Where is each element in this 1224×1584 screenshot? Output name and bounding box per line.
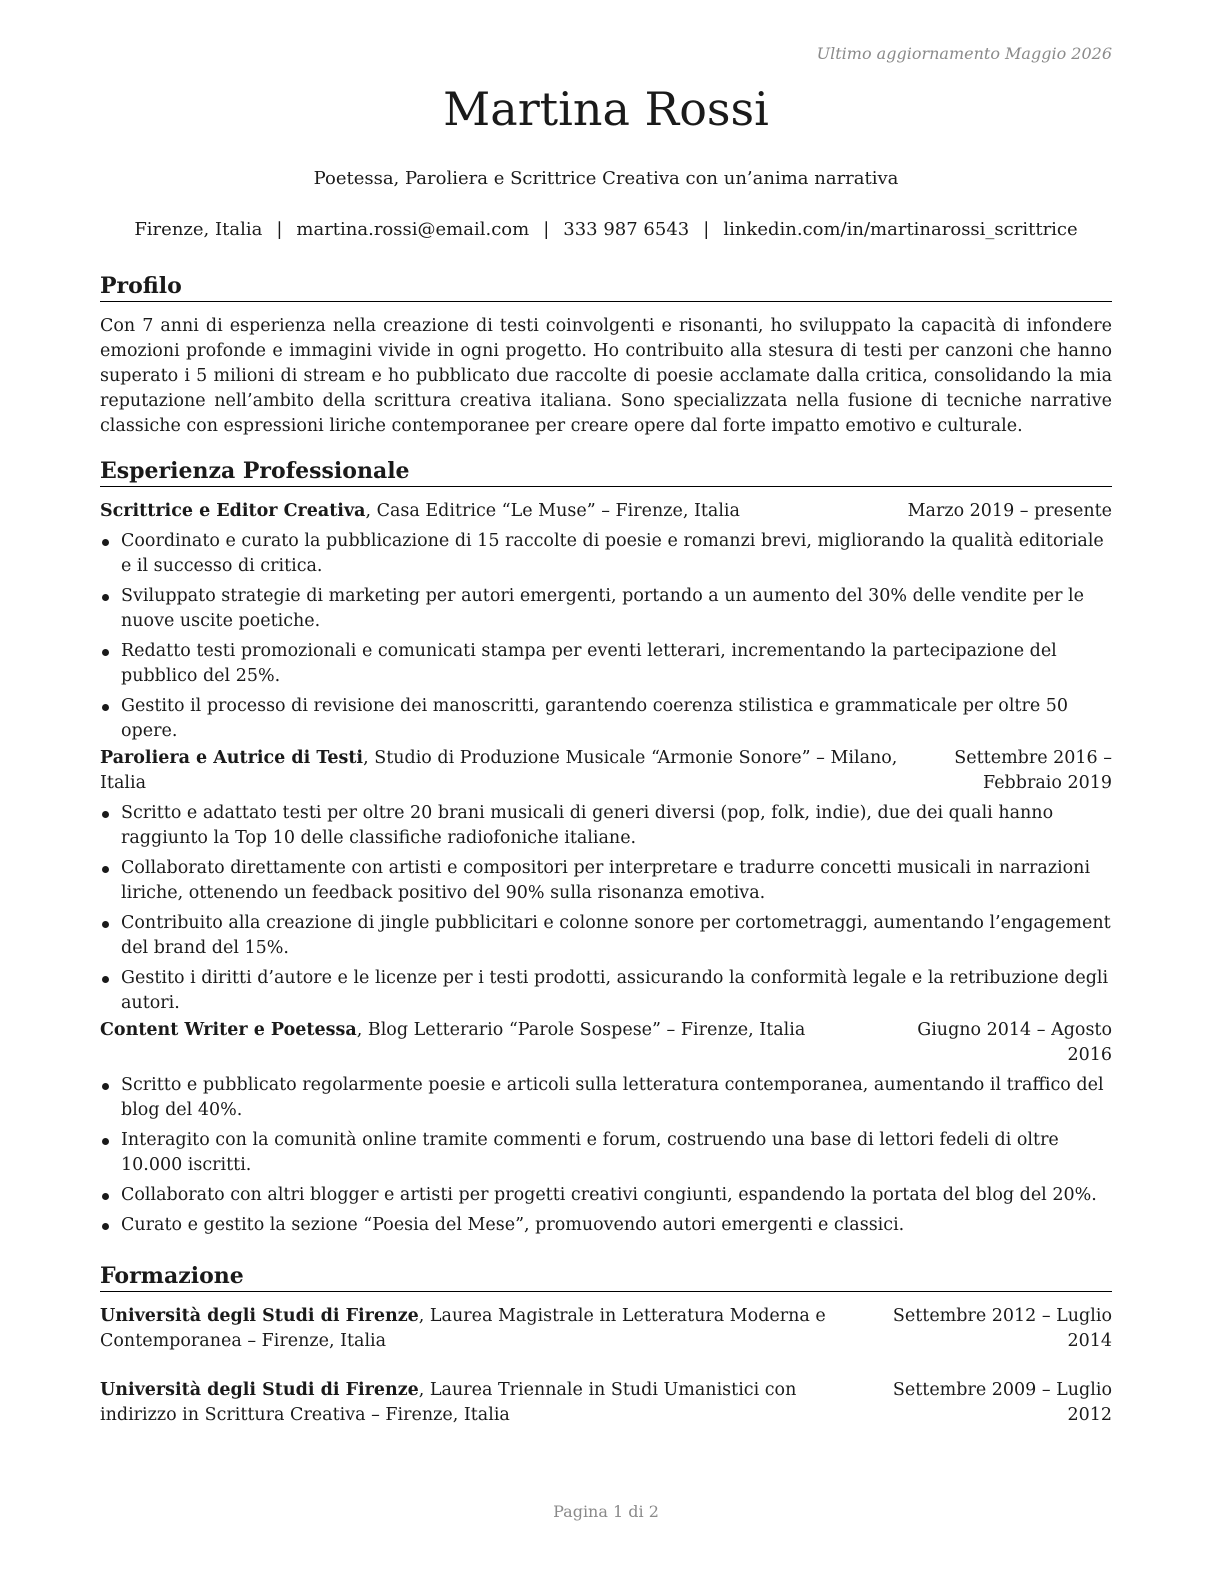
bullet-text: Scritto e adattato testi per oltre 20 brani musicali di generi diversi (pop, folk, indie), due dei quali hanno raggiunto la Top 10 delle classifiche radiofoniche italiane. — [121, 803, 1054, 848]
bullet-item — [100, 1128, 1112, 1178]
bullet-dot-icon — [102, 976, 109, 983]
job-company: , Casa Editrice “Le Muse” – Firenze, Italia — [365, 501, 740, 521]
bullet-dot-icon — [102, 1223, 109, 1230]
bullet-item — [100, 966, 1112, 1016]
bullet-text: Contribuito alla creazione di jingle pubblicitari e colonne sonore per cortometraggi, aumentando l’engagement del brand del 15%. — [121, 913, 1111, 958]
candidate-name: Martina Rossi — [443, 82, 769, 136]
experience-section — [100, 457, 1112, 487]
bullet-item — [100, 1073, 1112, 1123]
resume-page — [100, 0, 1112, 1584]
job-bullets — [100, 801, 1112, 1016]
bullet-item — [100, 694, 1112, 744]
job-dates: Settembre 2016 – Febbraio 2019 — [954, 748, 1112, 793]
bullet-text: Curato e gestito la sezione “Poesia del Mese”, promuovendo autori emergenti e classici. — [121, 1215, 905, 1235]
section-title-education: Formazione — [100, 1262, 1112, 1292]
bullet-dot-icon — [102, 811, 109, 818]
job-dates: Marzo 2019 – presente — [907, 501, 1112, 521]
bullet-item — [100, 1183, 1112, 1208]
bullet-item — [100, 584, 1112, 634]
job-header — [100, 499, 1112, 524]
education-section — [100, 1262, 1112, 1292]
bullet-dot-icon — [102, 1083, 109, 1090]
job-entry — [100, 746, 1112, 1021]
contact-separator: | — [276, 219, 283, 240]
bullet-text: Interagito con la comunità online tramite commenti e forum, costruendo una base di lettori fedeli di oltre 10.000 iscritti. — [121, 1130, 1059, 1175]
education-degree: , Laurea Triennale in Studi Umanistici con indirizzo in Scrittura Creativa – Firenze, Italia — [100, 1380, 797, 1425]
bullet-dot-icon — [102, 866, 109, 873]
contact-separator: | — [543, 219, 550, 240]
bullet-text: Coordinato e curato la pubblicazione di 15 raccolte di poesie e romanzi brevi, migliorando la qualità editoriale e il successo di critica. — [121, 531, 1104, 576]
bullet-text: Gestito i diritti d’autore e le licenze per i testi prodotti, assicurando la conformità legale e la retribuzione degli autori. — [121, 968, 1109, 1013]
bullet-dot-icon — [102, 649, 109, 656]
job-bullets — [100, 529, 1112, 744]
job-role: Content Writer e Poetessa — [100, 1020, 357, 1040]
contact-line — [100, 219, 1112, 240]
bullet-text: Collaborato direttamente con artisti e compositori per interpretare e tradurre concetti musicali in narrazioni liriche, ottenendo un feedback positivo del 90% sulla risonanza emotiva. — [121, 858, 1091, 903]
education-school: Università degli Studi di Firenze — [100, 1306, 419, 1326]
bullet-text: Gestito il processo di revisione dei manoscritti, garantendo coerenza stilistica e grammaticale per oltre 50 opere. — [121, 696, 1069, 741]
education-school: Università degli Studi di Firenze — [100, 1380, 419, 1400]
job-entry — [100, 499, 1112, 749]
job-company: , Blog Letterario “Parole Sospese” – Firenze, Italia — [356, 1020, 806, 1040]
bullet-dot-icon — [102, 704, 109, 711]
contact-separator: | — [703, 219, 710, 240]
bullet-item — [100, 801, 1112, 851]
bullet-dot-icon — [102, 594, 109, 601]
page-number: Pagina 1 di 2 — [553, 1502, 659, 1521]
candidate-tagline: Poetessa, Paroliera e Scrittrice Creativa con un’anima narrativa — [313, 168, 899, 189]
bullet-item — [100, 1213, 1112, 1238]
contact-email[interactable]: martina.rossi@email.com — [296, 219, 530, 240]
job-dates: Giugno 2014 – Agosto 2016 — [917, 1020, 1112, 1065]
bullet-dot-icon — [102, 539, 109, 546]
job-header — [100, 746, 1112, 796]
job-role: Scrittrice e Editor Creativa — [100, 501, 366, 521]
contact-phone: 333 987 6543 — [563, 219, 690, 240]
job-header — [100, 1018, 1112, 1068]
profile-text: Con 7 anni di esperienza nella creazione di testi coinvolgenti e risonanti, ho sviluppato la capacità di infondere emozioni profonde e immagini vivide in ogni progetto. Ho contribuito alla stesura di testi per canzoni che hanno superato i 5 milioni di stream e ho pubblicato due raccolte di poesie acclamate dalla critica, consolidando la mia reputazione nell’ambito della scrittura creativa italiana. Sono specializzata nella fusione di tecniche narrative classiche con espressioni liriche contemporanee per creare opere dal forte impatto emotivo e culturale. — [100, 316, 1112, 436]
bullet-text: Redatto testi promozionali e comunicati stampa per eventi letterari, incrementando la partecipazione del pubblico del 25%. — [121, 641, 1057, 686]
bullet-text: Collaborato con altri blogger e artisti per progetti creativi congiunti, espandendo la portata del blog del 20%. — [121, 1185, 1097, 1205]
bullet-item — [100, 856, 1112, 906]
bullet-text: Sviluppato strategie di marketing per autori emergenti, portando a un aumento del 30% delle vendite per le nuove uscite poetiche. — [121, 586, 1085, 631]
contact-linkedin[interactable]: linkedin.com/in/martinarossi_scrittrice — [723, 219, 1078, 240]
bullet-item — [100, 639, 1112, 689]
last-updated: Ultimo aggiornamento Maggio 2026 — [816, 44, 1112, 63]
bullet-item — [100, 529, 1112, 579]
education-entry — [100, 1304, 1112, 1354]
job-entry — [100, 1018, 1112, 1243]
job-bullets — [100, 1073, 1112, 1238]
bullet-dot-icon — [102, 921, 109, 928]
education-dates: Settembre 2012 – Luglio 2014 — [892, 1306, 1112, 1351]
job-role: Paroliera e Autrice di Testi — [100, 748, 364, 768]
education-entry — [100, 1378, 1112, 1428]
bullet-text: Scritto e pubblicato regolarmente poesie e articoli sulla letteratura contemporanea, aumentando il traffico del blog del 40%. — [121, 1075, 1104, 1120]
bullet-dot-icon — [102, 1193, 109, 1200]
education-degree: , Laurea Magistrale in Letteratura Moderna e Contemporanea – Firenze, Italia — [100, 1306, 826, 1351]
bullet-item — [100, 911, 1112, 961]
section-title-profile: Profilo — [100, 272, 1112, 302]
contact-location: Firenze, Italia — [134, 219, 263, 240]
profile-section — [100, 272, 1112, 439]
education-dates: Settembre 2009 – Luglio 2012 — [892, 1380, 1112, 1425]
bullet-dot-icon — [102, 1138, 109, 1145]
section-title-experience: Esperienza Professionale — [100, 457, 1112, 487]
job-company: , Studio di Produzione Musicale “Armonie Sonore” – Milano, Italia — [100, 748, 898, 793]
